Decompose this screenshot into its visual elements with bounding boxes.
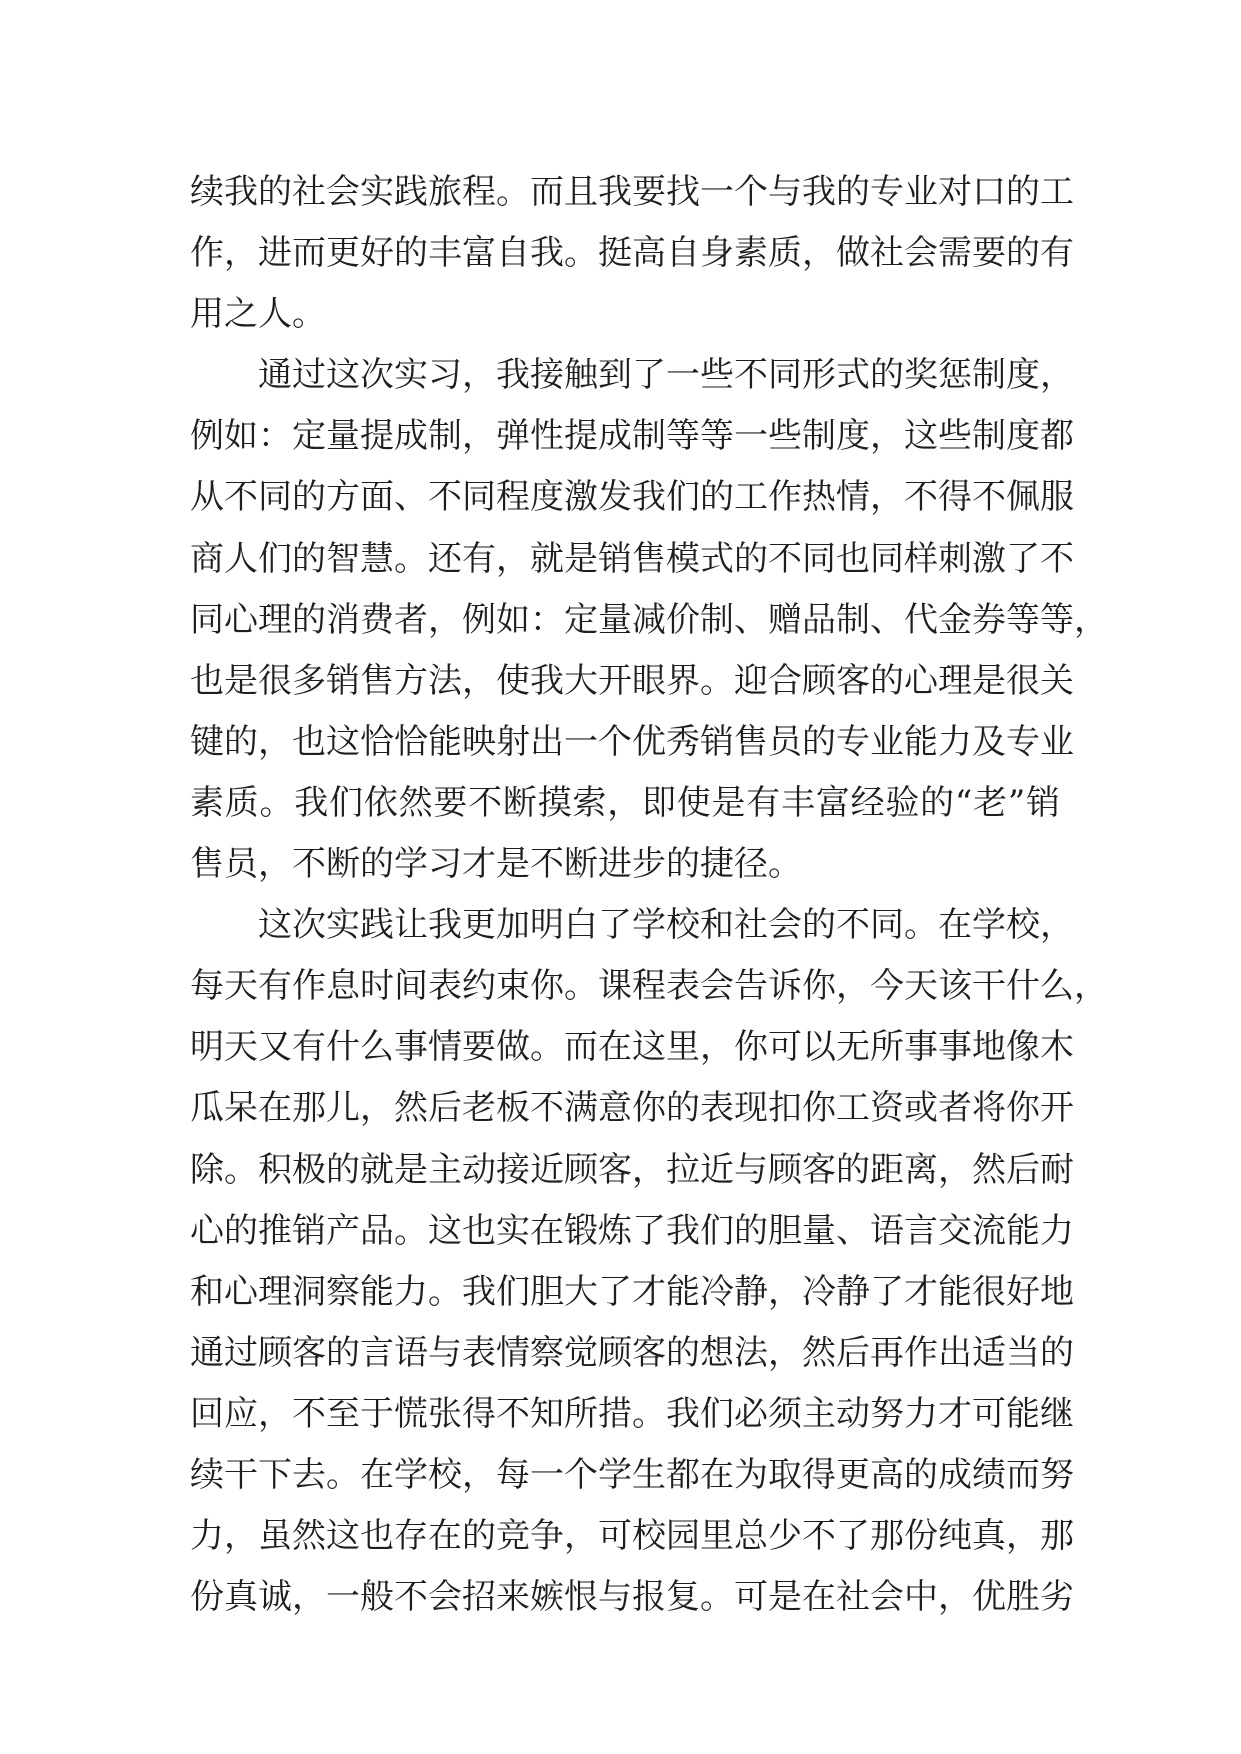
- text-line: 每天有作息时间表约束你。课程表会告诉你，今天该干什么，: [190, 966, 1108, 1007]
- text-line: 用之人。: [190, 294, 326, 335]
- paragraph-first-line: 通过这次实习，我接触到了一些不同形式的奖惩制度，: [258, 355, 1074, 396]
- text-line: 除。积极的就是主动接近顾客，拉近与顾客的距离，然后耐: [190, 1149, 1074, 1190]
- text-line: 键的，也这恰恰能映射出一个优秀销售员的专业能力及专业: [190, 721, 1074, 762]
- text-line: 售员，不断的学习才是不断进步的捷径。: [190, 844, 802, 885]
- text-line: 续我的社会实践旅程。而且我要找一个与我的专业对口的工: [190, 172, 1074, 212]
- text-line: 份真诚，一般不会招来嫉恨与报复。可是在社会中，优胜劣: [190, 1577, 1074, 1618]
- text-line: 和心理洞察能力。我们胆大了才能冷静，冷静了才能很好地: [190, 1271, 1074, 1312]
- text-line: 通过顾客的言语与表情察觉顾客的想法，然后再作出适当的: [190, 1332, 1074, 1373]
- text-line: 力，虽然这也存在的竞争，可校园里总少不了那份纯真，那: [190, 1516, 1074, 1557]
- text-line: 从不同的方面、不同程度激发我们的工作热情，不得不佩服: [190, 477, 1074, 518]
- text-line: 瓜呆在那儿，然后老板不满意你的表现扣你工资或者将你开: [190, 1088, 1074, 1129]
- text-line: 续干下去。在学校，每一个学生都在为取得更高的成绩而努: [190, 1454, 1074, 1495]
- text-line: 素质。我们依然要不断摸索，即使是有丰富经验的“老”销: [190, 782, 1060, 823]
- text-line: 明天又有什么事情要做。而在这里，你可以无所事事地像木: [190, 1027, 1074, 1068]
- text-line: 同心理的消费者，例如：定量减价制、赠品制、代金券等等，: [190, 599, 1108, 640]
- text-line: 也是很多销售方法，使我大开眼界。迎合顾客的心理是很关: [190, 660, 1074, 701]
- text-line: 例如：定量提成制，弹性提成制等等一些制度，这些制度都: [190, 416, 1074, 457]
- document-body: [190, 162, 1108, 1628]
- text-line: 作，进而更好的丰富自我。挺高自身素质，做社会需要的有: [190, 233, 1074, 274]
- text-line: 回应，不至于慌张得不知所措。我们必须主动努力才可能继: [190, 1393, 1074, 1434]
- paragraph-first-line: 这次实践让我更加明白了学校和社会的不同。在学校，: [258, 905, 1074, 946]
- text-line: 商人们的智慧。还有，就是销售模式的不同也同样刺激了不: [190, 538, 1074, 579]
- text-line: 心的推销产品。这也实在锻炼了我们的胆量、语言交流能力: [190, 1210, 1074, 1251]
